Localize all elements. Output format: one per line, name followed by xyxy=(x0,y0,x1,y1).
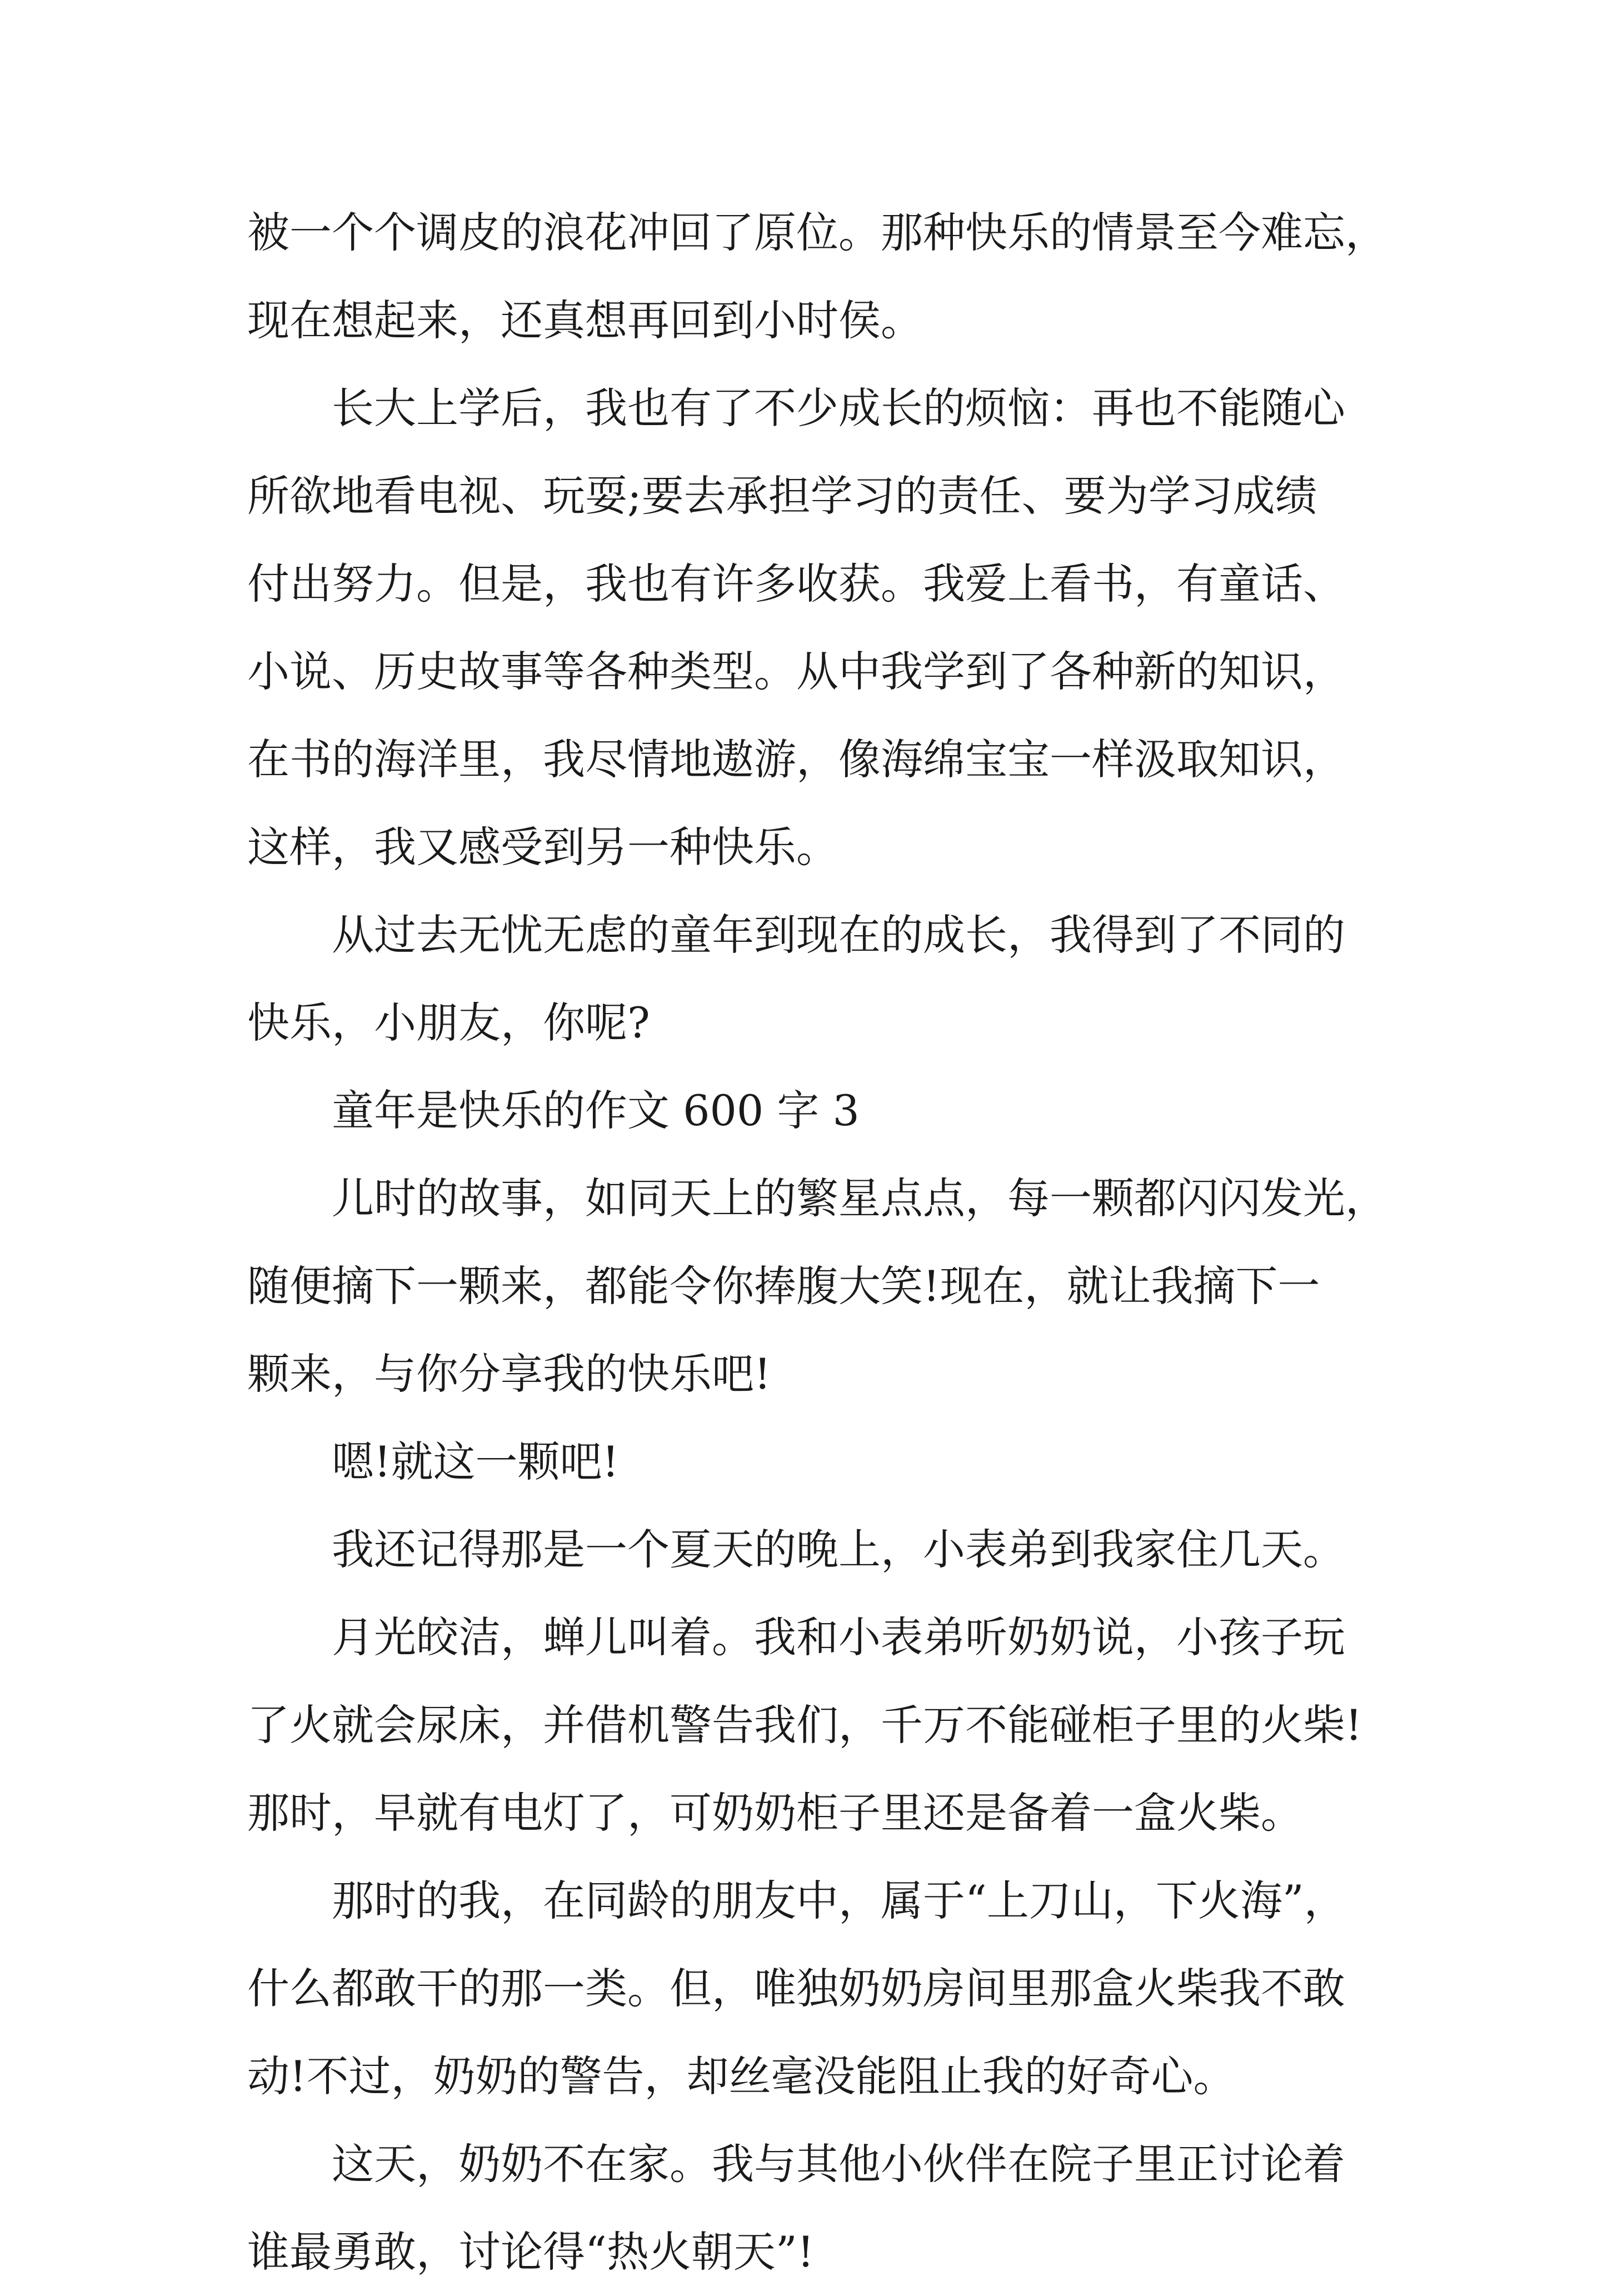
text-line: 小说、历史故事等各种类型。从中我学到了各种新的知识， xyxy=(247,647,1345,696)
paragraph-start-line: 嗯!就这一颗吧! xyxy=(332,1437,620,1486)
text-line: 所欲地看电视、玩耍;要去承担学习的责任、要为学习成绩 xyxy=(247,471,1317,521)
text-line: 颗来，与你分享我的快乐吧! xyxy=(247,1349,771,1399)
text-line: 了火就会尿床，并借机警告我们，千万不能碰柜子里的火柴! xyxy=(247,1700,1362,1750)
text-line: 付出努力。但是，我也有许多收获。我爱上看书，有童话、 xyxy=(247,559,1345,608)
text-line: 动!不过，奶奶的警告，却丝毫没能阻止我的好奇心。 xyxy=(247,2052,1236,2101)
paragraph-start-line: 这天，奶奶不在家。我与其他小伙伴在院子里正讨论着 xyxy=(332,2139,1345,2189)
paragraph-start-line: 那时的我，在同龄的朋友中，属于“上刀山，下火海”， xyxy=(332,1876,1346,1925)
paragraph-start-line: 月光皎洁，蝉儿叫着。我和小表弟听奶奶说，小孩子玩 xyxy=(332,1613,1345,1662)
paragraph-start-line: 长大上学后，我也有了不少成长的烦恼：再也不能随心 xyxy=(332,383,1345,433)
text-line: 那时，早就有电灯了，可奶奶柜子里还是备着一盒火柴。 xyxy=(247,1788,1303,1838)
text-line: 快乐，小朋友，你呢? xyxy=(247,998,650,1047)
essay-text xyxy=(247,189,1403,2296)
text-line: 被一个个调皮的浪花冲回了原位。那种快乐的情景至今难忘， xyxy=(247,208,1387,257)
text-line: 谁最勇敢，讨论得“热火朝天”! xyxy=(247,2227,815,2277)
paragraph-start-line: 儿时的故事，如同天上的繁星点点，每一颗都闪闪发光， xyxy=(332,1174,1387,1223)
text-line: 在书的海洋里，我尽情地遨游，像海绵宝宝一样汲取知识， xyxy=(247,735,1345,784)
section-title: 童年是快乐的作文 600 字 3 xyxy=(332,1086,860,1135)
text-line: 什么都敢干的那一类。但，唯独奶奶房间里那盒火柴我不敢 xyxy=(247,1964,1345,2013)
text-line: 现在想起来，还真想再回到小时侯。 xyxy=(247,296,923,345)
text-line: 随便摘下一颗来，都能令你捧腹大笑!现在，就让我摘下一 xyxy=(247,1261,1320,1311)
paragraph-start-line: 我还记得那是一个夏天的晚上，小表弟到我家住几天。 xyxy=(332,1525,1345,1574)
paragraph-start-line: 从过去无忧无虑的童年到现在的成长，我得到了不同的 xyxy=(332,910,1345,960)
text-line: 这样，我又感受到另一种快乐。 xyxy=(247,822,838,872)
